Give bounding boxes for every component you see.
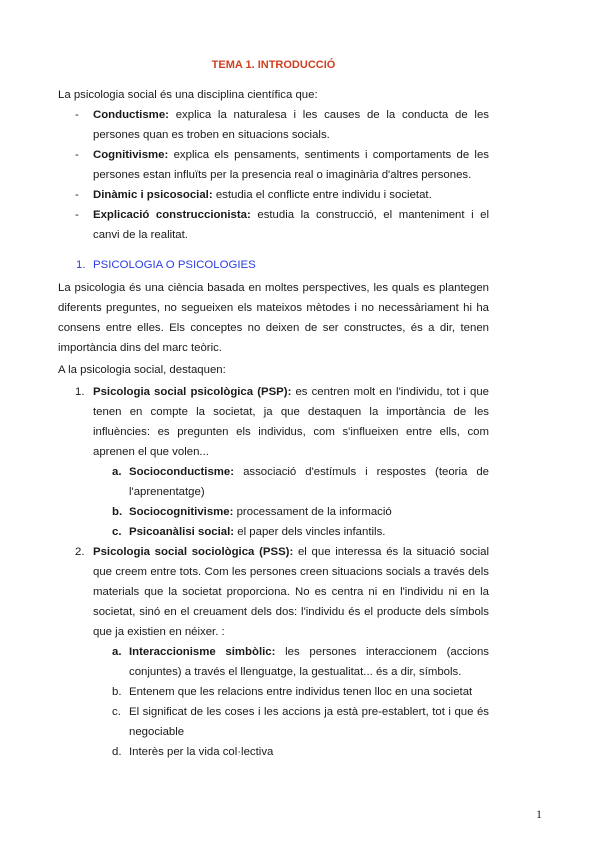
sub-marker: c.	[112, 526, 122, 538]
section-heading	[58, 255, 489, 275]
sub-marker: a.	[112, 646, 122, 658]
sub-item	[58, 702, 489, 742]
sub-marker: c.	[112, 706, 121, 718]
sub-term: Interaccionisme simbòlic:	[129, 646, 276, 658]
sub-item	[58, 502, 489, 522]
sub-text: Interès per la vida col·lectiva	[129, 746, 274, 758]
numbered-item	[58, 542, 489, 642]
sub-term: Psicoanàlisi social:	[129, 526, 235, 538]
bullet-term: Conductisme:	[93, 109, 169, 121]
section-number: 1.	[76, 259, 86, 271]
bullet-term: Cognitivisme:	[93, 149, 169, 161]
dash-marker: -	[75, 109, 79, 121]
body-paragraph: La psicologia és una ciència basada en moltes perspectives, les quals es plantegen diferents preguntes, no segueixen els mateixos mètodes i no necessàriament hi ha consens entre elles. Els conceptes no deixen de ser constructes, és a dir, tenen importància dins del marc teòric.	[58, 282, 489, 354]
dash-marker: -	[75, 149, 79, 161]
list-number: 1.	[75, 386, 85, 398]
bullet-item	[58, 105, 489, 145]
document-page	[58, 55, 489, 762]
bullet-item	[58, 185, 489, 205]
page-number: 1	[536, 807, 542, 821]
item-text: el que interessa és la situació social que creem entre tots. Com les persones creen situacions socials a través dels materials que la societat proporciona. No es centra ni en l'individu ni en la societat, sinó en el creuament dels dos: l'individu és el producte dels símbols que ja existien en néixer. :	[93, 546, 489, 638]
sub-text: Entenem que les relacions entre individus tenen lloc en una societat	[129, 686, 473, 698]
sub-text: el paper dels vincles infantils.	[234, 526, 386, 538]
sub-text: les persones interaccionem (accions conjuntes) a través el llenguatge, la gestualitat... és a dir, símbols.	[129, 646, 489, 678]
sub-text: El significat de les coses i les accions ja està pre-establert, tot i que és negociable	[129, 706, 489, 738]
document-title: TEMA 1. INTRODUCCIÓ	[211, 59, 336, 71]
sub-item	[58, 522, 489, 542]
bullet-term: Dinàmic i psicosocial:	[93, 189, 213, 201]
list-number: 2.	[75, 546, 85, 558]
bullet-list	[58, 105, 489, 245]
sub-item	[58, 742, 489, 762]
sub-item	[58, 682, 489, 702]
sub-term: Sociocognitivisme:	[129, 506, 234, 518]
item-term: Psicologia social sociològica (PSS):	[93, 546, 294, 558]
body-paragraph: A la psicologia social, destaquen:	[58, 364, 226, 376]
sub-text: associació d'estímuls i respostes (teoria de l'aprenentatge)	[129, 466, 489, 498]
bullet-item	[58, 145, 489, 185]
bullet-text: estudia el conflicte entre individu i societat.	[212, 189, 432, 201]
item-term: Psicologia social psicològica (PSP):	[93, 386, 292, 398]
sub-marker: b.	[112, 506, 123, 518]
item-text: es centren molt en l'individu, tot i que tenen en compte la societat, ja que destaquen la importància de les influències: es pregunten els individus, com s'influeixen entre ells, com aprenen el que volen...	[93, 386, 489, 458]
bullet-text: explica la naturalesa i les causes de la conducta de les persones quan es troben en situacions socials.	[93, 109, 489, 141]
sub-item	[58, 642, 489, 682]
bullet-text: estudia la construcció, el manteniment i el canvi de la realitat.	[93, 209, 490, 241]
sub-marker: b.	[112, 686, 122, 698]
section-title: PSICOLOGIA O PSICOLOGIES	[93, 259, 256, 271]
bullet-term: Explicació construccionista:	[93, 209, 251, 221]
bullet-text: explica els pensaments, sentiments i comportaments de les persones estan influïts per la presencia real o imaginària d'altres persones.	[93, 149, 489, 181]
sub-marker: a.	[112, 466, 122, 478]
sub-item	[58, 462, 489, 502]
intro-paragraph: La psicologia social és una disciplina científica que:	[58, 89, 318, 101]
sub-term: Socioconductisme:	[129, 466, 235, 478]
dash-marker: -	[75, 189, 79, 201]
sub-marker: d.	[112, 746, 122, 758]
numbered-item	[58, 382, 489, 462]
bullet-item	[58, 205, 489, 245]
dash-marker: -	[75, 209, 79, 221]
sub-text: processament de la informació	[233, 506, 392, 518]
